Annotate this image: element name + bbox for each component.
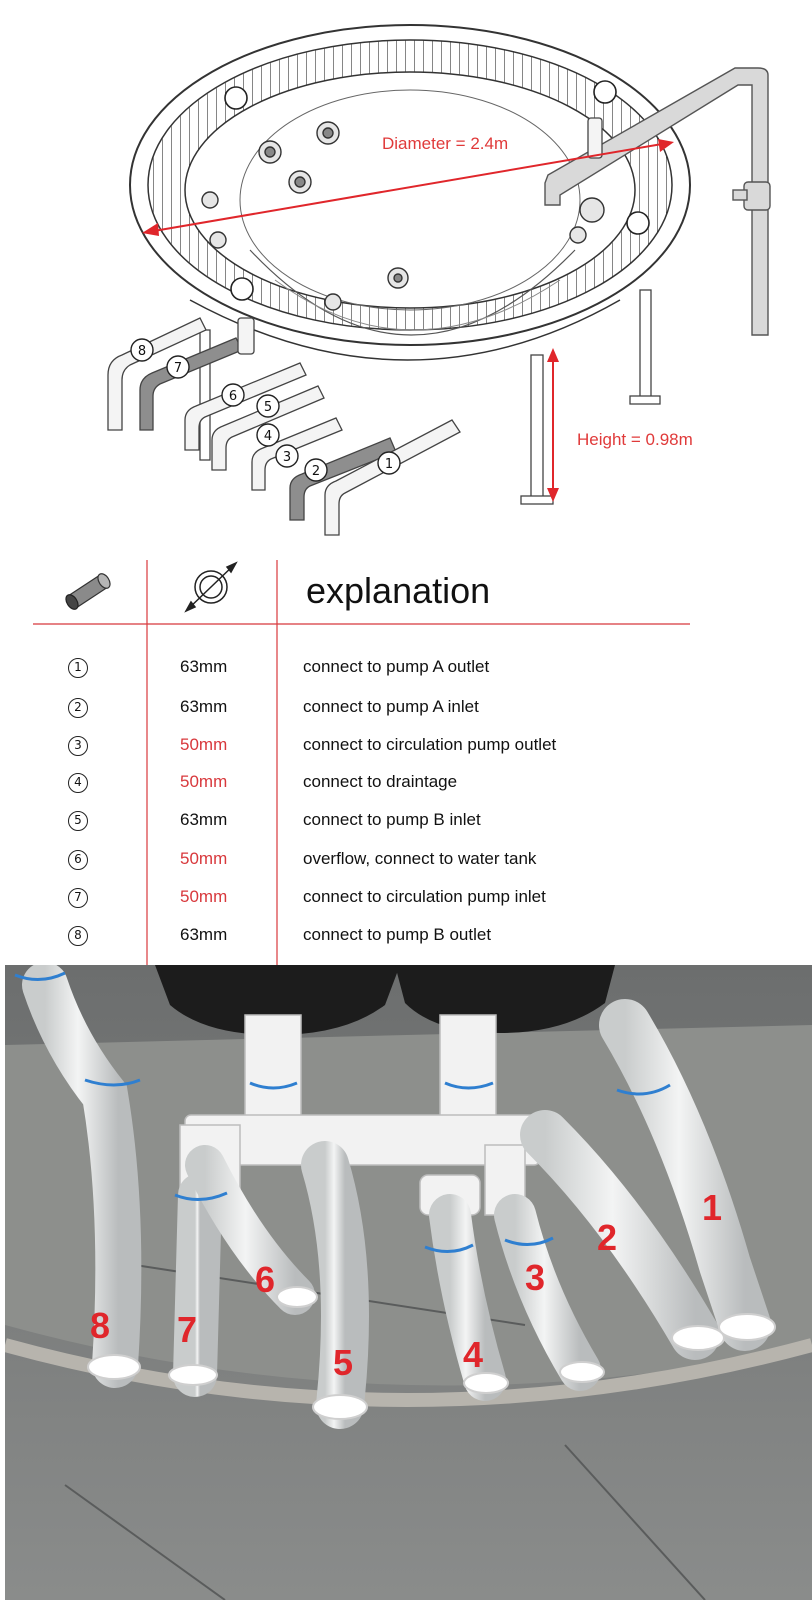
pipes-photo [5,965,812,1600]
row-size: 50mm [180,887,228,906]
row-number: 1 [68,658,88,678]
legend-row [0,690,812,726]
photo-label-1: 1 [702,1187,723,1228]
legend-row [0,918,812,954]
row-explanation: overflow, connect to water tank [303,849,537,868]
row-size: 63mm [180,697,228,716]
row-explanation: connect to circulation pump inlet [303,887,546,906]
legend-row [0,765,812,801]
row-number: 4 [68,773,88,793]
callout-2: 2 [311,464,321,479]
photo-label-3: 3 [525,1257,546,1298]
row-explanation: connect to pump B outlet [303,925,492,944]
legend-row [0,803,812,839]
row-size: 50mm [180,849,228,868]
row-number: 8 [68,926,88,946]
height-arrow [547,348,559,502]
callout-8: 8 [137,344,147,359]
row-explanation: connect to pump A inlet [303,697,479,716]
diameter-icon [186,563,236,611]
photo-label-2: 2 [597,1217,618,1258]
callout-6: 6 [228,389,238,404]
callout-5: 5 [263,400,273,415]
callout-1: 1 [384,457,394,472]
photo-label-4: 4 [463,1334,484,1375]
row-size: 63mm [180,925,228,944]
legend-row [0,650,812,686]
photo-label-6: 6 [255,1259,276,1300]
callout-3: 3 [282,450,292,465]
row-size: 50mm [180,735,228,754]
row-number: 3 [68,736,88,756]
explanation-header: explanation [306,570,491,611]
pipe-icon [63,572,112,612]
photo-label-7: 7 [177,1309,198,1350]
row-explanation: connect to pump B inlet [303,810,481,829]
callout-7: 7 [173,361,183,376]
legend-row [0,880,812,916]
row-explanation: connect to pump A outlet [303,657,490,676]
row-size: 63mm [180,810,228,829]
photo-label-5: 5 [333,1342,354,1383]
tub-diagram [0,0,812,560]
row-size: 63mm [180,657,228,676]
row-explanation: connect to draintage [303,772,458,791]
height-label: Height = 0.98m [577,430,693,449]
callout-4: 4 [263,429,273,444]
row-number: 7 [68,888,88,908]
legend-row [0,842,812,878]
diameter-label: Diameter = 2.4m [382,134,509,153]
pipe-legend-table [0,560,812,965]
legend-row [0,728,812,764]
photo-label-8: 8 [90,1305,111,1346]
row-number: 6 [68,850,88,870]
row-number: 5 [68,811,88,831]
row-number: 2 [68,698,88,718]
row-explanation: connect to circulation pump outlet [303,735,557,754]
row-size: 50mm [180,772,228,791]
